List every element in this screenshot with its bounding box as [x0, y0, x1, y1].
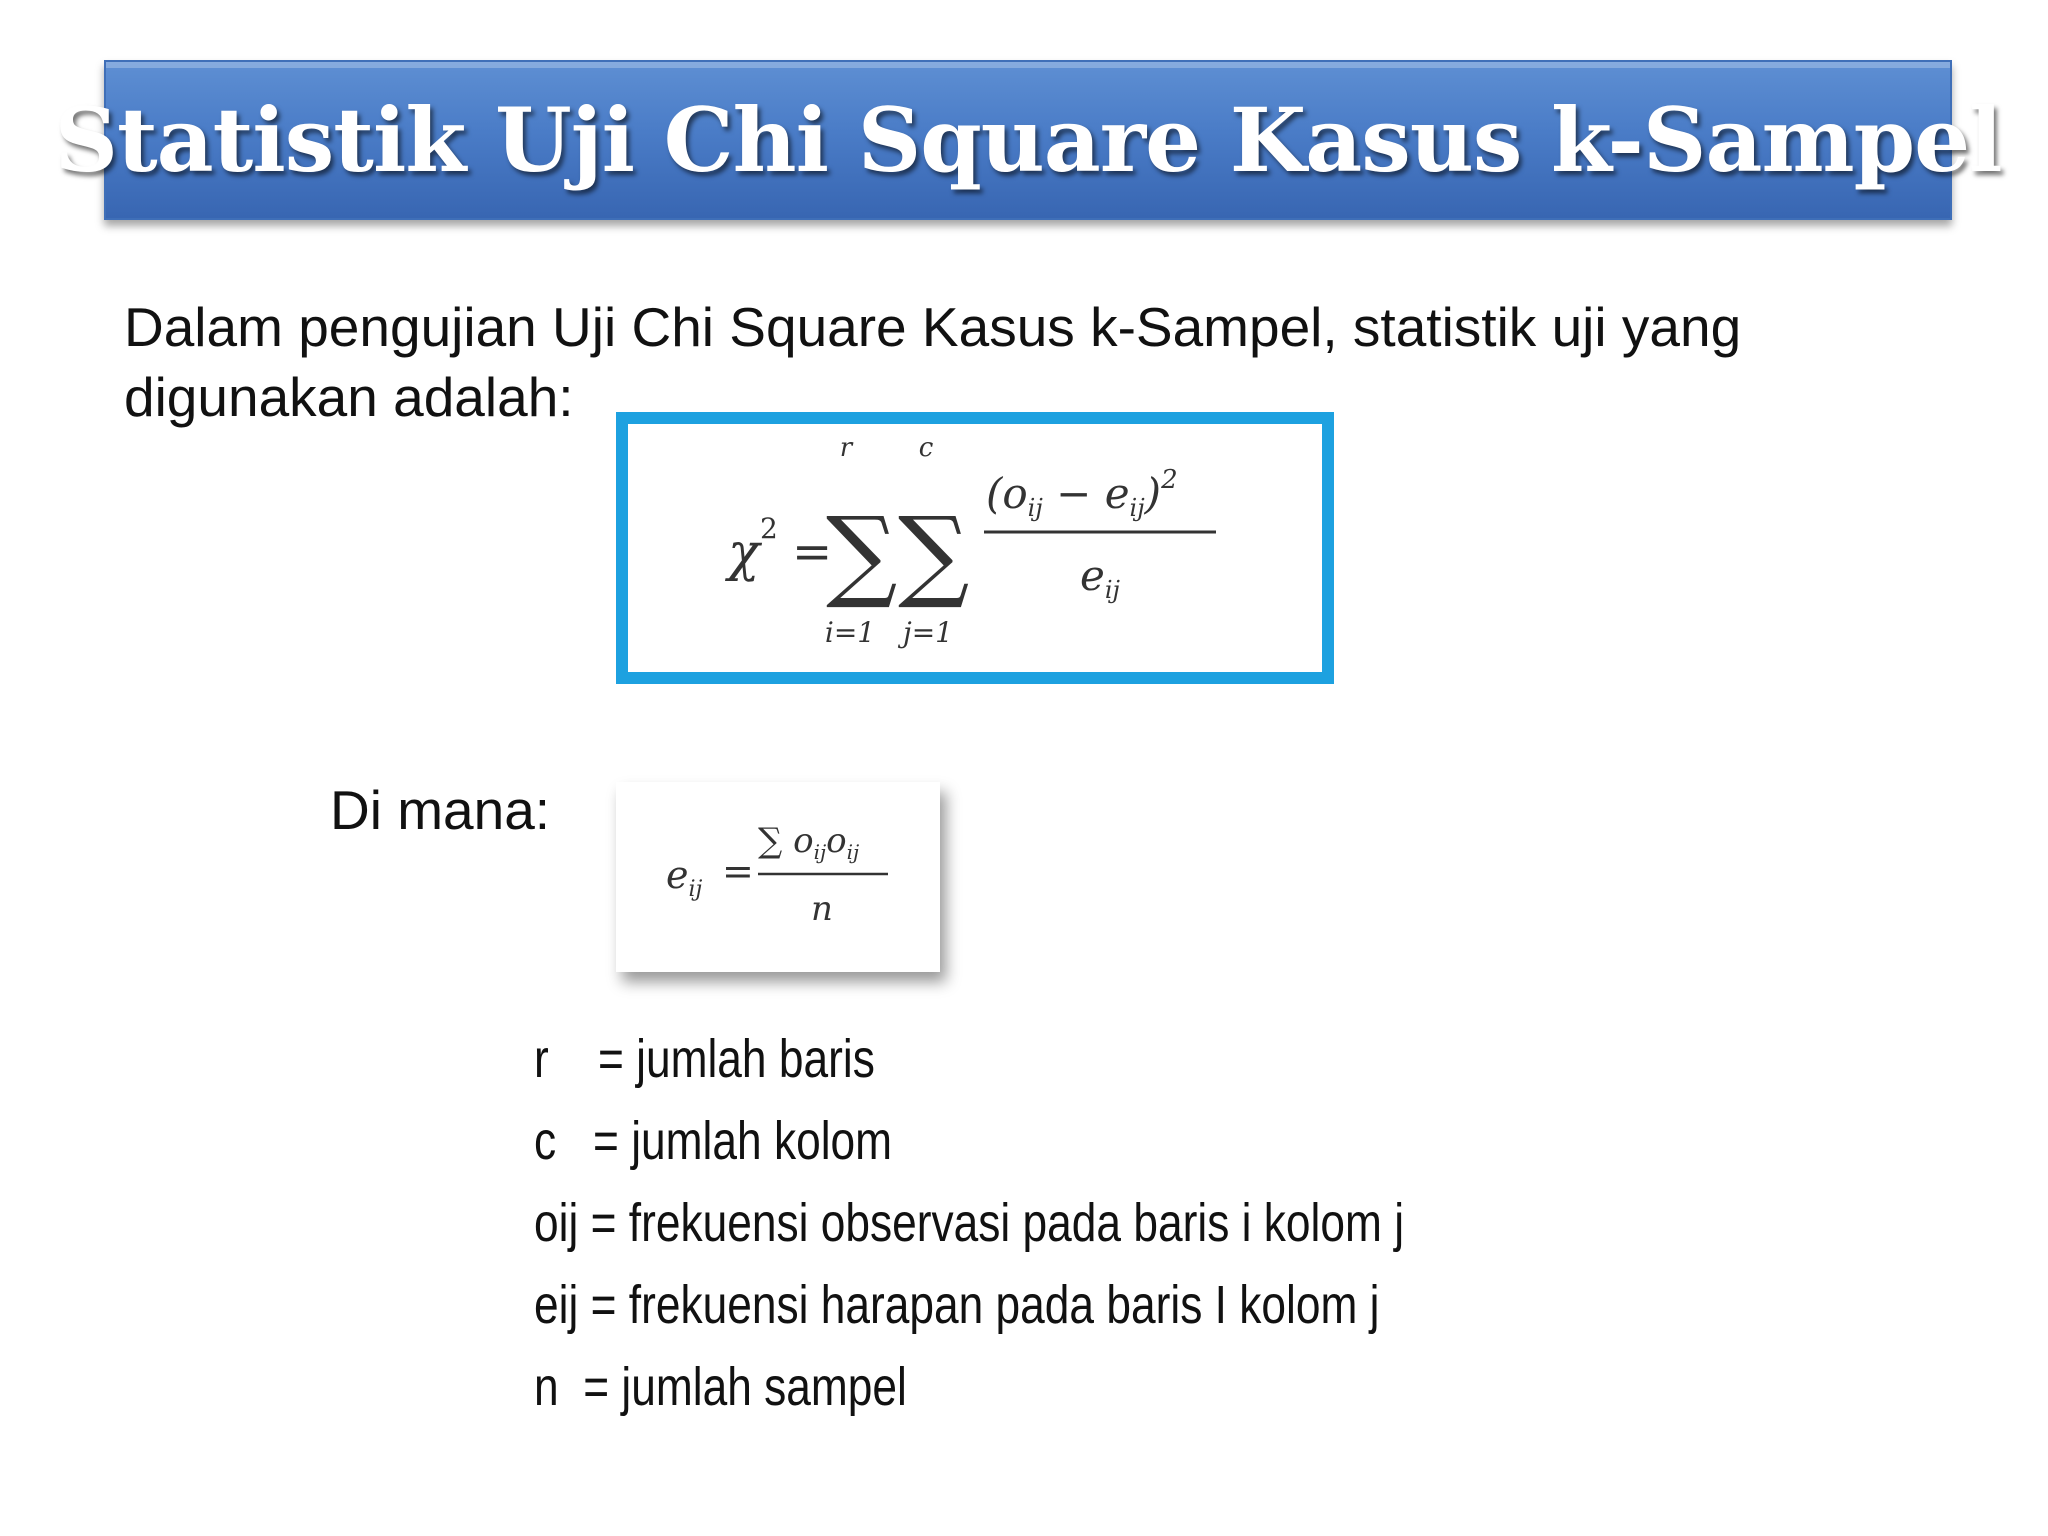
definition-n: n = jumlah sampel	[534, 1357, 907, 1417]
sum1-lower-limit: i=1	[824, 616, 876, 649]
numerator-sub-1: ij	[1027, 494, 1043, 522]
variable-definitions	[534, 1018, 1534, 1428]
sum2-upper-limit: c	[918, 433, 934, 463]
definition-oij: oij = frekuensi observasi pada baris i kolom j	[534, 1193, 1405, 1253]
eij-lhs-e: e	[666, 853, 689, 897]
eij-numerator-mid: o	[826, 821, 847, 861]
eij-equals: =	[722, 849, 754, 893]
fraction-denominator	[1080, 551, 1121, 604]
numerator-open: (o	[986, 469, 1028, 518]
intro-text	[124, 292, 1844, 432]
numerator-sub-2: ij	[1129, 494, 1145, 522]
eij-lhs	[666, 853, 703, 902]
definition-r: r = jumlah baris	[534, 1029, 875, 1089]
chi-square-formula	[616, 412, 1334, 684]
expected-frequency-formula	[616, 782, 940, 972]
title-bar	[54, 60, 2002, 220]
equals-sign: =	[792, 524, 833, 580]
chi-symbol: χ	[728, 523, 760, 583]
numerator-exponent: 2	[1161, 465, 1178, 495]
eij-lhs-sub: ij	[688, 877, 703, 902]
definition-eij: eij = frekuensi harapan pada baris I kolom j	[534, 1275, 1380, 1335]
chi-exponent: 2	[760, 512, 778, 545]
eij-numerator-sub-2: ij	[846, 840, 860, 864]
denominator-sub: ij	[1104, 576, 1120, 604]
expected-frequency-formula-graphic	[616, 782, 940, 972]
eij-denominator: n	[811, 889, 833, 929]
sum1-symbol: ∑	[826, 495, 898, 612]
intro-line-2: digunakan adalah:	[124, 366, 574, 428]
numerator-close: )	[1144, 469, 1162, 518]
fraction-numerator	[986, 465, 1178, 522]
definition-c: c = jumlah kolom	[534, 1111, 893, 1171]
eij-numerator-sum: ∑ o	[758, 821, 814, 861]
sum2-symbol: ∑	[898, 495, 970, 612]
chi-square-formula-graphic	[628, 424, 1322, 672]
eij-numerator-sub-1: ij	[813, 840, 827, 864]
sum1-upper-limit: r	[839, 433, 853, 463]
where-label: Di mana:	[330, 779, 551, 841]
numerator-minus: − e	[1042, 469, 1130, 518]
eij-numerator	[758, 821, 859, 864]
intro-line-1: Dalam pengujian Uji Chi Square Kasus k-Sampel, statistik uji yang	[124, 296, 1742, 358]
slide-title: Statistik Uji Chi Square Kasus k-Sampel	[54, 88, 2002, 192]
sum2-lower-limit: j=1	[903, 616, 953, 649]
denominator-e: e	[1080, 551, 1105, 600]
